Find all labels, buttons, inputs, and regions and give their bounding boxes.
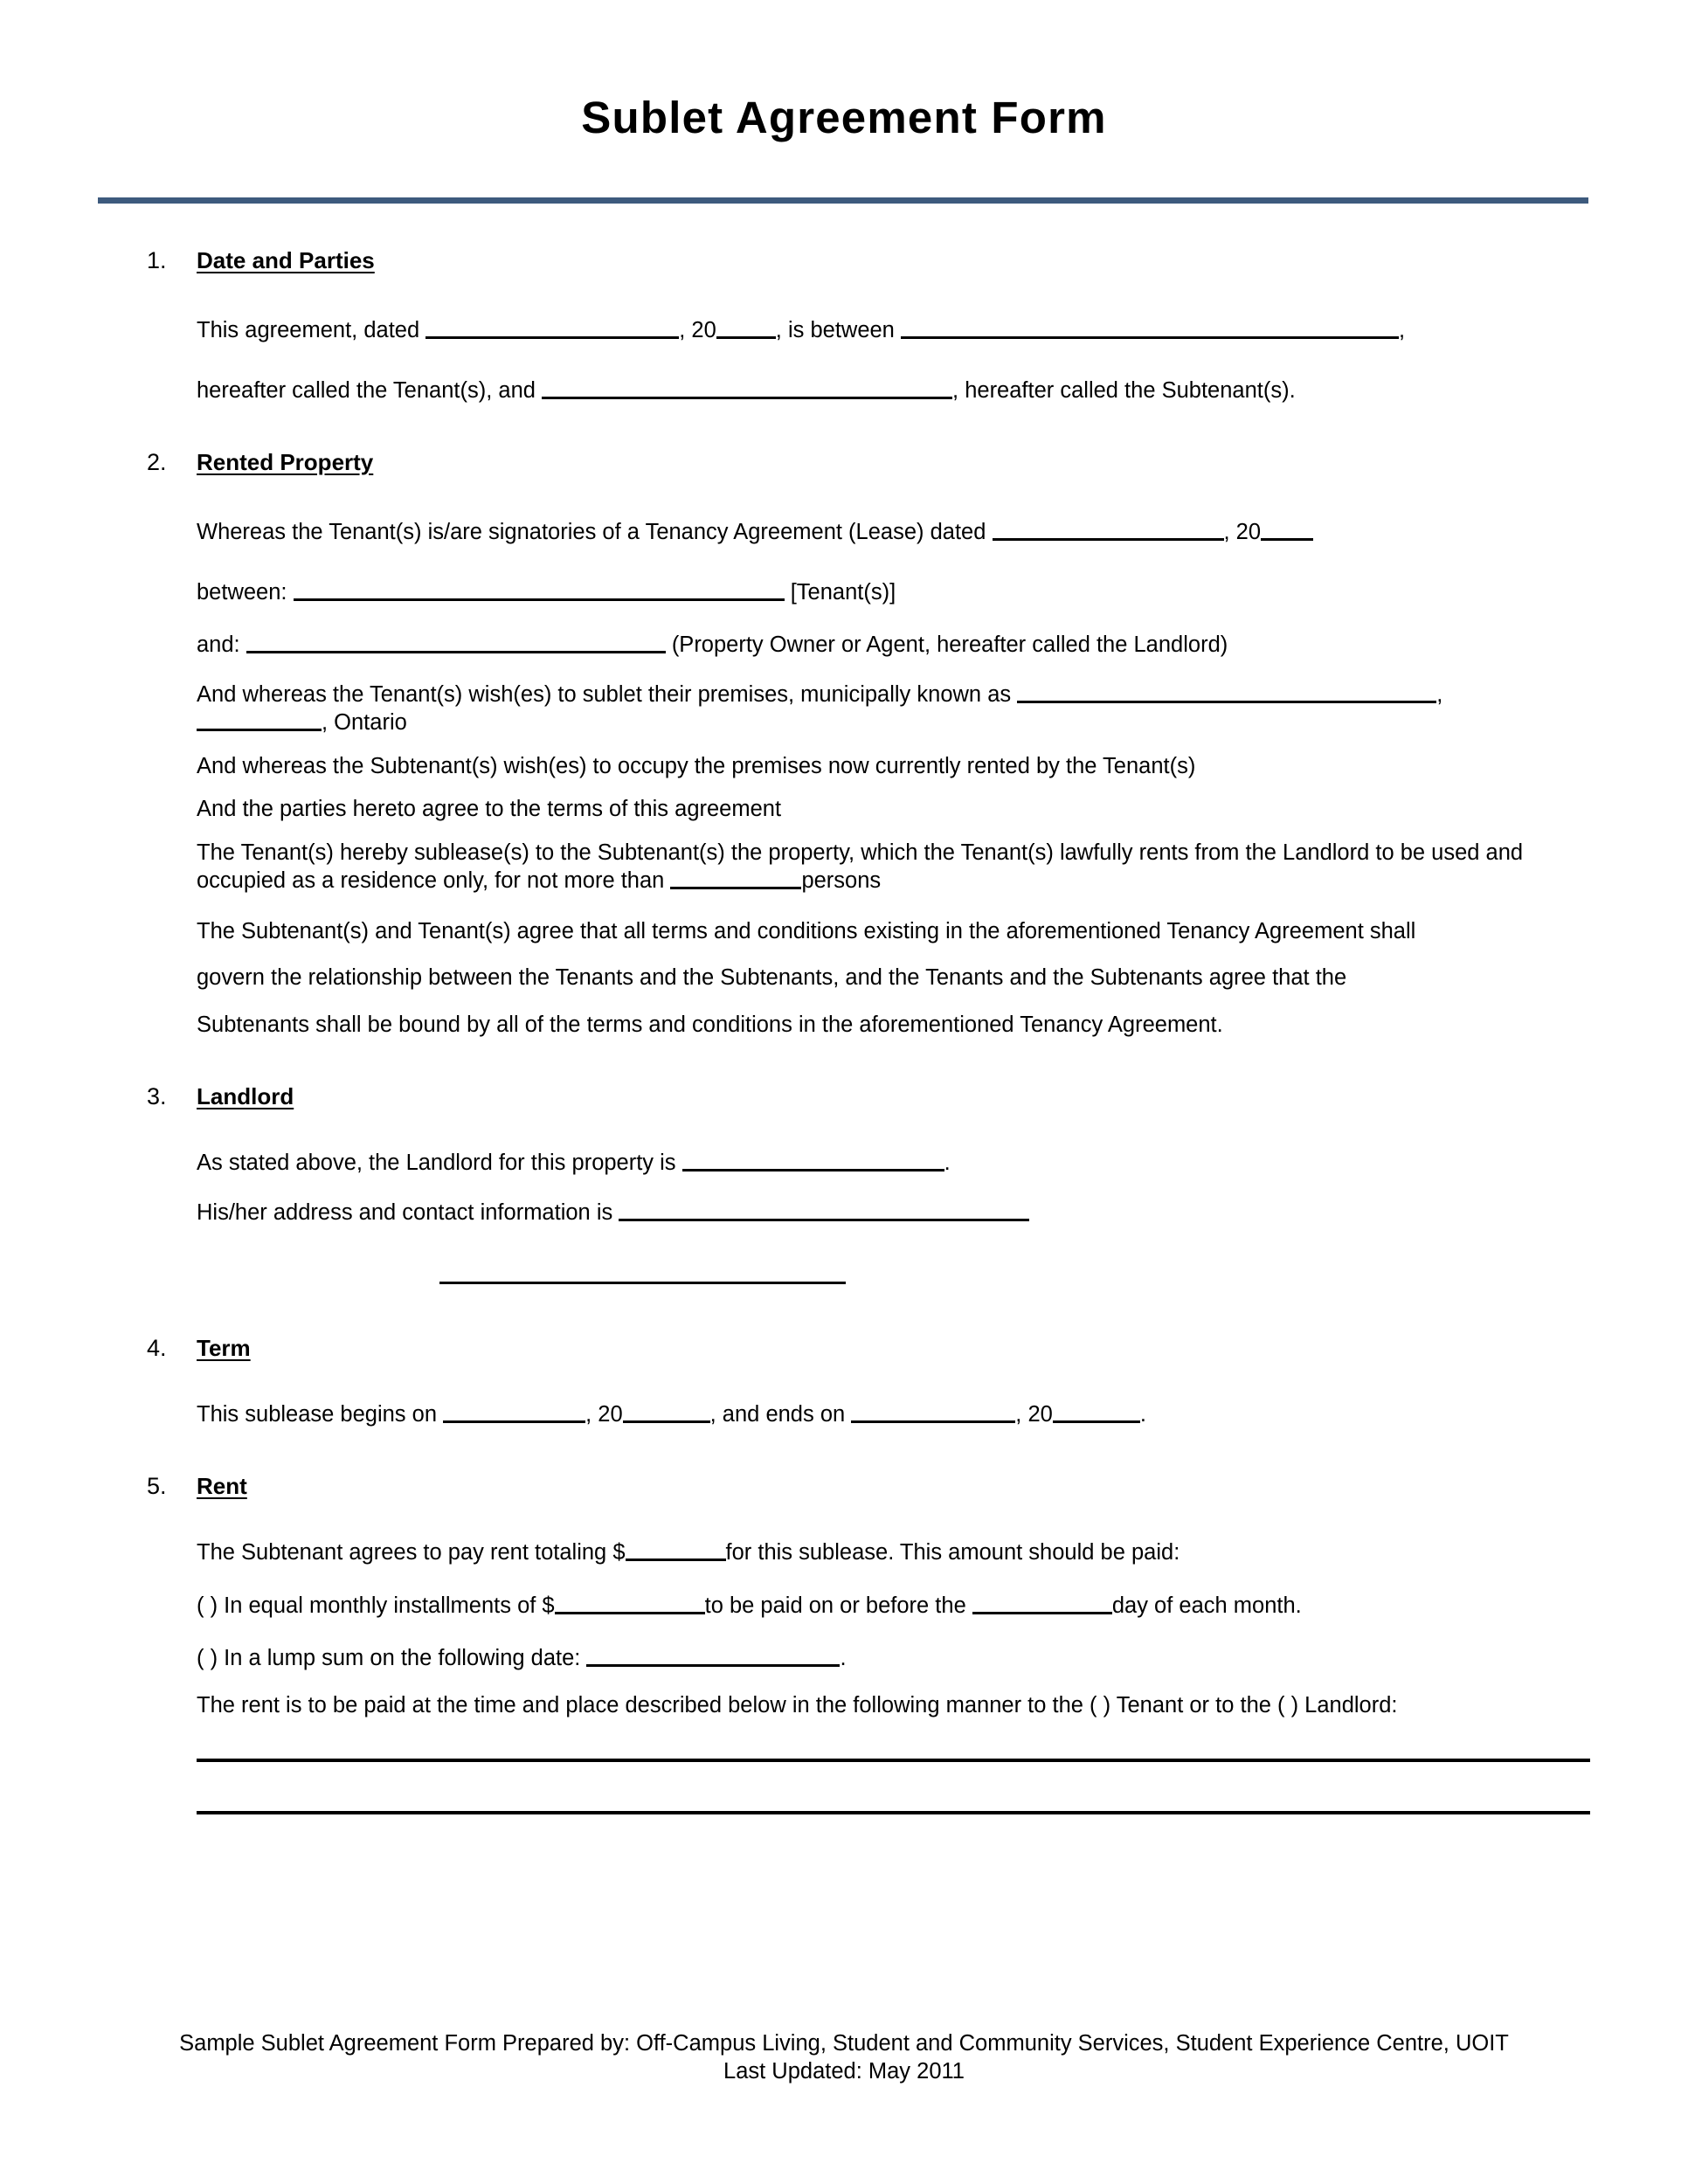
- rent-total-line: [197, 1536, 1590, 1565]
- section-5-number: 5.: [147, 1473, 167, 1499]
- landlord-address-blank-1[interactable]: [619, 1196, 1029, 1221]
- agreement-date-blank[interactable]: [425, 314, 679, 339]
- section-2-title: Rented Property: [197, 449, 374, 475]
- tenancy-date-blank[interactable]: [993, 515, 1224, 541]
- tenancy-agreement-date-line: [197, 515, 1590, 544]
- tenancy-signatories-label: Whereas the Tenant(s) is/are signatories of a Tenancy Agreement (Lease) dated: [197, 520, 993, 544]
- end-date-blank[interactable]: [851, 1398, 1015, 1423]
- section-5-body: [0, 1536, 1688, 1814]
- landlord-period: .: [944, 1151, 951, 1175]
- tenancy-year-label: , 20: [1223, 520, 1262, 544]
- agreement-year-label: , 20: [679, 318, 716, 342]
- section-1-title: Date and Parties: [197, 247, 375, 273]
- and-label: and:: [197, 632, 246, 657]
- terms-conditions-line-2: govern the relationship between the Tenants and the Subtenants, and the Tenants and the Subtenants agree that the: [197, 965, 1347, 990]
- tenancy-year-blank[interactable]: [1261, 515, 1313, 541]
- section-4-title: Term: [197, 1334, 251, 1361]
- premises-address-blank[interactable]: [1017, 678, 1436, 703]
- start-year-blank[interactable]: [623, 1398, 710, 1423]
- ontario-label: , Ontario: [322, 710, 407, 735]
- agreement-dated-label: This agreement, dated: [197, 318, 426, 342]
- lump-sum-period: .: [840, 1646, 847, 1670]
- section-term: [0, 1334, 1688, 1427]
- section-4-number: 4.: [147, 1334, 167, 1361]
- rent-manner-line: The rent is to be paid at the time and place described below in the following manner to the ( ) Tenant or to the ( ) Landlord:: [197, 1692, 1398, 1717]
- subtenant-line: [197, 374, 1590, 403]
- section-rented-property: [0, 451, 1688, 1036]
- landlord-identity-line: [197, 1146, 1590, 1175]
- landlord-contact-line-2: [197, 1259, 1590, 1288]
- premises-city-blank[interactable]: [197, 706, 322, 731]
- parties-agree-line: And the parties hereto agree to the terms of this agreement: [197, 797, 782, 821]
- section-3-body: [0, 1146, 1688, 1288]
- rent-monthly-option-line: [197, 1589, 1590, 1618]
- persons-label: persons: [801, 868, 882, 893]
- premises-address-line: [197, 678, 1590, 735]
- section-4-heading: [0, 1334, 1688, 1361]
- section-1-number: 1.: [147, 247, 167, 273]
- start-year-label: , 20: [585, 1401, 623, 1427]
- start-date-blank[interactable]: [443, 1398, 585, 1423]
- ends-on-label: , and ends on: [709, 1401, 852, 1427]
- section-3-number: 3.: [147, 1083, 167, 1109]
- lump-sum-label: ( ) In a lump sum on the following date:: [197, 1646, 587, 1670]
- footer-last-updated: Last Updated: May 2011: [723, 2059, 965, 2084]
- max-persons-blank[interactable]: [670, 864, 801, 889]
- monthly-amount-blank[interactable]: [555, 1589, 705, 1614]
- page-title: Sublet Agreement Form: [581, 93, 1107, 142]
- title-divider-rule: [98, 197, 1588, 204]
- rent-total-label: The Subtenant agrees to pay rent totaling $: [197, 1540, 626, 1565]
- section-1-heading: [0, 249, 1688, 272]
- rent-sublease-label: for this sublease. This amount should be paid:: [725, 1540, 1180, 1565]
- document-body: [0, 249, 1688, 1814]
- landlord-contact-line: [197, 1196, 1590, 1225]
- between-tenant-blank[interactable]: [294, 576, 785, 601]
- payment-day-blank[interactable]: [972, 1589, 1112, 1614]
- agreement-between-label: , is between: [775, 318, 901, 342]
- subtenant-name-blank[interactable]: [542, 374, 952, 399]
- paid-before-label: to be paid on or before the: [704, 1593, 972, 1618]
- rent-total-blank[interactable]: [626, 1536, 726, 1561]
- property-owner-label: (Property Owner or Agent, hereafter called the Landlord): [671, 632, 1228, 657]
- hereafter-tenant-label: hereafter called the Tenant(s), and: [197, 377, 543, 403]
- agreement-date-line: [197, 314, 1590, 342]
- section-5-heading: [0, 1475, 1688, 1497]
- day-of-month-label: day of each month.: [1111, 1593, 1302, 1618]
- premises-comma: ,: [1436, 681, 1443, 707]
- landlord-is-label: As stated above, the Landlord for this property is: [197, 1151, 682, 1175]
- tenant-party-line: [197, 576, 1590, 605]
- rent-manner-blank-line-2[interactable]: [197, 1811, 1590, 1814]
- section-rent: [0, 1475, 1688, 1814]
- section-landlord: [0, 1085, 1688, 1288]
- tenant-name-blank[interactable]: [901, 314, 1399, 339]
- section-4-body: [0, 1398, 1688, 1427]
- rent-lumpsum-option-line: [197, 1641, 1590, 1670]
- sublet-premises-label: And whereas the Tenant(s) wish(es) to sublet their premises, municipally known as: [197, 681, 1018, 707]
- agreement-year-blank[interactable]: [716, 314, 776, 339]
- terms-conditions-line-1: The Subtenant(s) and Tenant(s) agree that all terms and conditions existing in the aforementioned Tenancy Agreement shall: [197, 918, 1416, 943]
- sublease-property-label: The Tenant(s) hereby sublease(s) to the Subtenant(s) the property, which the Tenant(s) lawfully rents from the Landlord to be used and occupied as a residence only, for not more than: [197, 840, 1524, 893]
- end-year-blank[interactable]: [1053, 1398, 1140, 1423]
- footer-prepared-by: Sample Sublet Agreement Form Prepared by: Off-Campus Living, Student and Community Services, Student Experience Centre, UOIT: [179, 2030, 1509, 2056]
- section-2-number: 2.: [147, 449, 167, 475]
- section-2-heading: [0, 451, 1688, 473]
- between-label: between:: [197, 579, 294, 605]
- hereafter-subtenant-label: , hereafter called the Subtenant(s).: [952, 377, 1296, 403]
- term-period: .: [1139, 1401, 1146, 1427]
- lump-sum-date-blank[interactable]: [586, 1641, 840, 1667]
- sublease-term-line: [197, 1398, 1590, 1427]
- begins-on-label: This sublease begins on: [197, 1401, 444, 1427]
- landlord-name-blank[interactable]: [246, 628, 666, 653]
- sublease-occupancy-line: [197, 842, 1590, 893]
- monthly-installments-label: ( ) In equal monthly installments of $: [197, 1593, 555, 1618]
- section-3-title: Landlord: [197, 1083, 294, 1109]
- landlord-party-line: [197, 628, 1590, 657]
- section-1-body: [0, 314, 1688, 402]
- section-5-title: Rent: [197, 1473, 247, 1499]
- section-2-body: [0, 515, 1688, 1036]
- agreement-comma: ,: [1398, 318, 1406, 342]
- landlord-identity-blank[interactable]: [682, 1146, 944, 1171]
- landlord-address-blank-2[interactable]: [439, 1259, 846, 1284]
- landlord-address-label: His/her address and contact information is: [197, 1199, 619, 1225]
- section-3-heading: [0, 1085, 1688, 1108]
- subtenant-occupy-line: And whereas the Subtenant(s) wish(es) to occupy the premises now currently rented by the Tenant(s): [197, 753, 1196, 778]
- section-date-and-parties: [0, 249, 1688, 402]
- document-footer: [0, 2029, 1688, 2184]
- tenant-bracket-label: [Tenant(s)]: [790, 579, 896, 605]
- terms-conditions-line-3: Subtenants shall be bound by all of the terms and conditions in the aforementioned Tenancy Agreement.: [197, 1012, 1223, 1037]
- end-year-label: , 20: [1015, 1401, 1053, 1427]
